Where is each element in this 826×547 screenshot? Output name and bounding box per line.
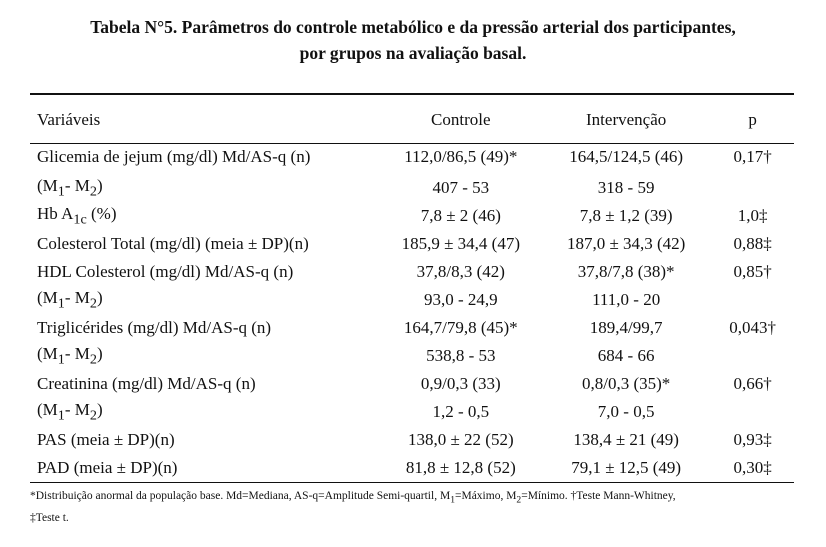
cell-p: 1,0‡ [737,206,768,225]
cell-controle: 185,9 ± 34,4 (47) [401,234,520,253]
table-row [30,454,794,482]
cell-p: 0,88‡ [733,234,772,253]
cell-intervencao: 111,0 - 20 [592,290,661,309]
table-row [30,370,794,398]
cell-controle: 538,8 - 53 [426,346,496,365]
row-label: PAS (meia ± DP)(n) [37,430,175,449]
table-row [30,398,794,426]
cell-intervencao: 187,0 ± 34,3 (42) [566,234,686,253]
header-controle: Controle [431,110,491,129]
footnote-line-1: *Distribuição anormal da população base. Md=Mediana, AS-q=Amplitude Semi-quartil, $M_1=Máximo$, $M_2=Mínimo$. †Teste Mann-Whitney, [30,490,676,506]
cell-controle: 81,8 ± 12,8 (52) [405,458,516,477]
row-label: Colesterol Total (mg/dl) (meia ± DP)(n) [37,234,309,253]
metabolic-parameters-table [30,100,794,482]
table-row [30,426,794,454]
cell-intervencao: 79,1 ± 12,5 (49) [571,458,682,477]
cell-intervencao: 164,5/124,5 (46) [569,147,684,166]
cell-controle: 138,0 ± 22 (52) [407,430,514,449]
header-row [30,100,794,140]
top-rule [30,93,794,95]
cell-intervencao: 189,4/99,7 [589,318,663,337]
cell-p [711,398,794,426]
table-row [30,202,794,230]
cell-controle: 37,8/8,3 (42) [416,262,505,281]
cell-intervencao: 7,0 - 0,5 [597,402,655,421]
row-label: Glicemia de jejum (mg/dl) Md/AS-q (n) [37,147,311,166]
table-row [30,342,794,370]
cell-intervencao: 318 - 59 [597,178,655,197]
cell-p [711,342,794,370]
table-row [30,314,794,342]
cell-controle: 407 - 53 [432,178,490,197]
cell-controle: 7,8 ± 2 (46) [420,206,501,225]
row-label: ($M_1-$ $M_2$) [37,343,103,368]
cell-intervencao: 684 - 66 [597,346,655,365]
cell-p [711,286,794,314]
cell-intervencao: 37,8/7,8 (38)* [577,262,675,281]
row-label: ($M_1-$ $M_2$) [37,399,103,424]
table-row [30,286,794,314]
row-label: ($M_1-$ $M_2$) [37,287,103,312]
row-label: Creatinina (mg/dl) Md/AS-q (n) [37,374,256,393]
table-title [0,14,826,66]
cell-intervencao: 7,8 ± 1,2 (39) [579,206,673,225]
table-row [30,230,794,258]
footnote [30,487,800,528]
cell-intervencao: 0,8/0,3 (35)* [581,374,671,393]
cell-p: 0,93‡ [733,430,772,449]
row-label: Hb $A_{1c}$ (%) [37,203,117,228]
table-row [30,258,794,286]
row-label: PAD (meia ± DP)(n) [37,458,178,477]
cell-controle: 93,0 - 24,9 [423,290,498,309]
bottom-rule [30,482,794,483]
header-p: p [748,110,757,129]
table-title-line-1: Tabela N°5. Parâmetros do controle metabólico e da pressão arterial dos participantes, [90,17,736,37]
cell-p: 0,66† [733,374,772,393]
footnote-line-2: ‡Teste t. [30,512,69,525]
cell-p: 0,85† [733,262,772,281]
cell-intervencao: 138,4 ± 21 (49) [573,430,679,449]
cell-controle: 112,0/86,5 (49)* [404,147,518,166]
row-label: Triglicérides (mg/dl) Md/AS-q (n) [37,318,272,337]
table-title-line-2: por grupos na avaliação basal. [299,43,527,63]
cell-p [711,174,794,202]
table-row [30,140,794,174]
header-intervencao: Intervenção [586,110,667,129]
cell-p: 0,043† [729,318,776,337]
row-label: HDL Colesterol (mg/dl) Md/AS-q (n) [37,262,294,281]
cell-p: 0,17† [733,147,772,166]
header-variaveis: Variáveis [37,110,101,129]
cell-controle: 1,2 - 0,5 [432,402,490,421]
cell-p: 0,30‡ [733,458,772,477]
cell-controle: 164,7/79,8 (45)* [403,318,518,337]
cell-controle: 0,9/0,3 (33) [420,374,501,393]
table-body [30,140,794,482]
row-label: ($M_1-$ $M_2$) [37,175,103,200]
table-row [30,174,794,202]
